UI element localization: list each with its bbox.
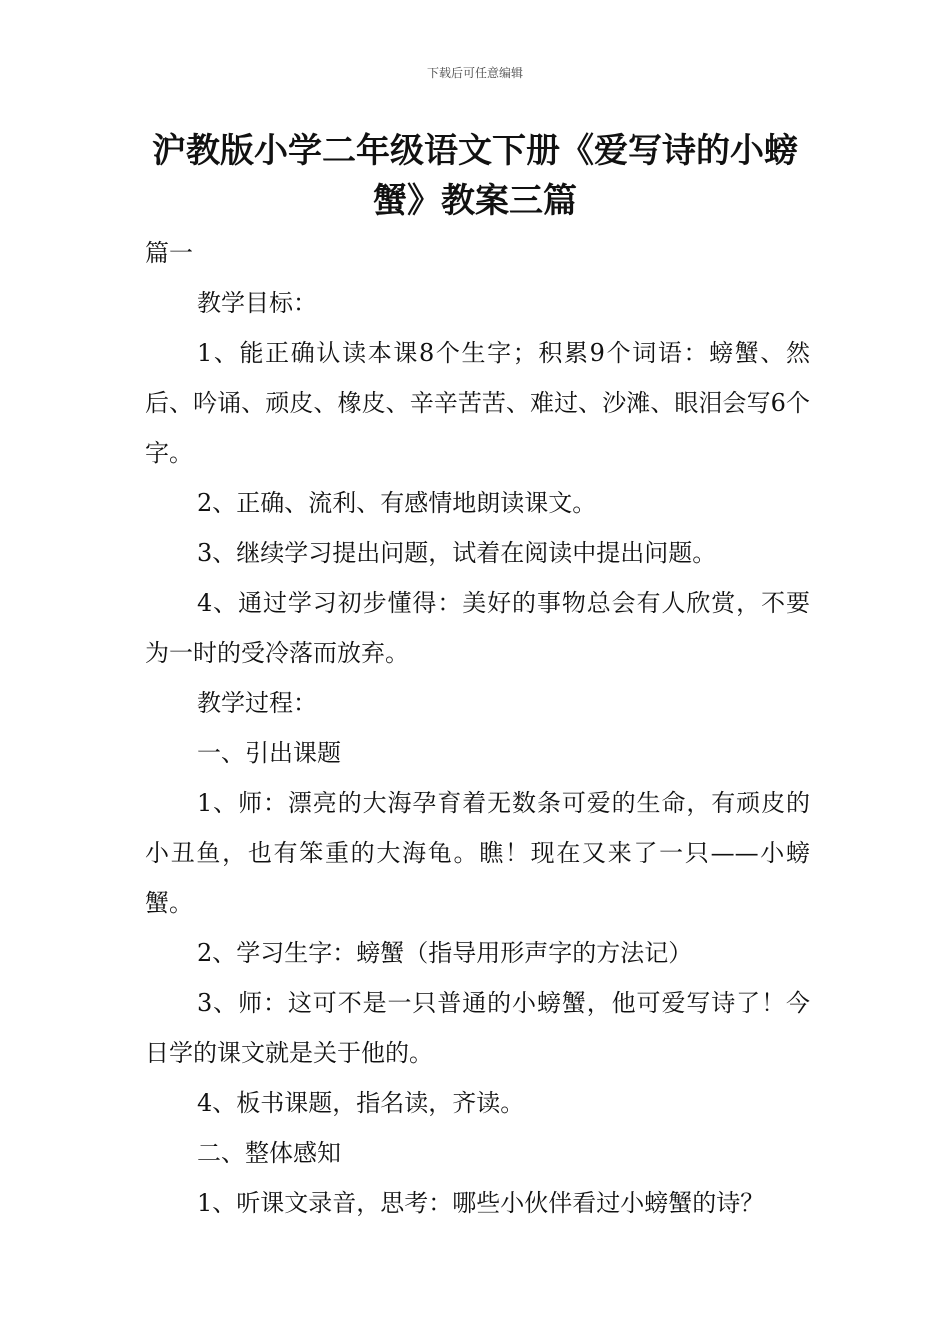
step-1-item-4: 4、板书课题，指名读，齐读。 [197, 1089, 525, 1117]
document-body [145, 228, 810, 1228]
goal-item-3: 3、继续学习提出问题，试着在阅读中提出问题。 [197, 539, 717, 567]
document-title: 沪教版小学二年级语文下册《爱写诗的小螃蟹》教案三篇 [152, 131, 798, 221]
step-heading-1: 一、引出课题 [197, 739, 341, 767]
step-1-item-3: 3、师：这可不是一只普通的小螃蟹，他可爱写诗了！今日学的课文就是关于他的。 [145, 989, 810, 1067]
goal-item-2: 2、正确、流利、有感情地朗读课文。 [197, 489, 597, 517]
teaching-goals-heading: 教学目标： [197, 289, 317, 317]
section-label: 篇一 [145, 239, 193, 267]
goal-item-4: 4、通过学习初步懂得：美好的事物总会有人欣赏，不要为一时的受冷落而放弃。 [145, 589, 810, 667]
goal-item-1: 1、能正确认读本课8个生字；积累9个词语：螃蟹、然后、吟诵、顽皮、橡皮、辛辛苦苦、难过、沙滩、眼泪会写6个字。 [145, 339, 810, 467]
step-1-item-1: 1、师：漂亮的大海孕育着无数条可爱的生命，有顽皮的小丑鱼，也有笨重的大海龟。瞧！现在又来了一只——小螃蟹。 [145, 789, 810, 917]
step-1-item-2: 2、学习生字：螃蟹（指导用形声字的方法记） [197, 939, 693, 967]
teaching-process-heading: 教学过程： [197, 689, 317, 717]
page-header-note: 下载后可任意编辑 [426, 66, 523, 80]
step-heading-2: 二、整体感知 [197, 1139, 341, 1167]
step-2-item-1: 1、听课文录音，思考：哪些小伙伴看过小螃蟹的诗？ [197, 1189, 765, 1217]
